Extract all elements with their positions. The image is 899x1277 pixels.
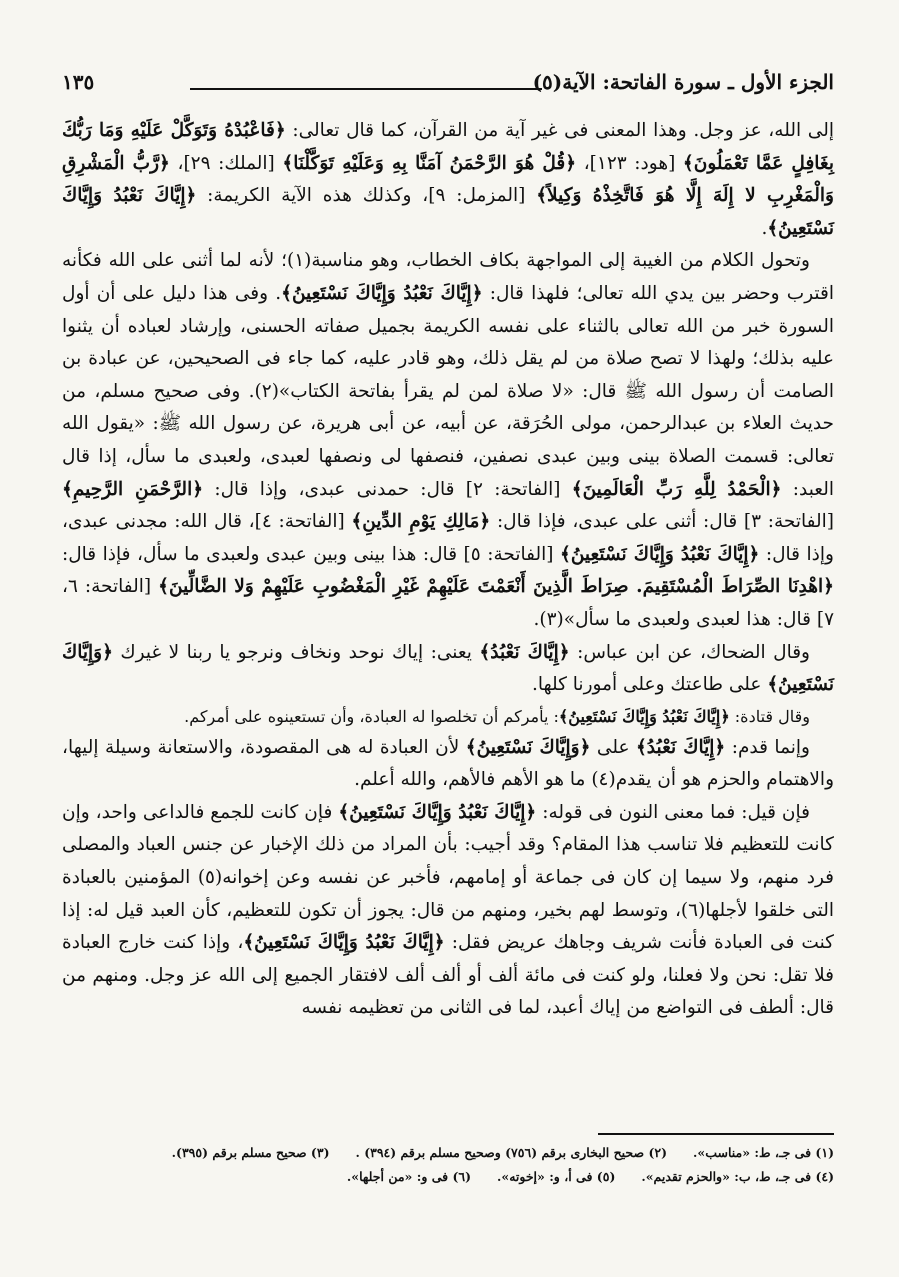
footnote-separator <box>598 1133 834 1135</box>
text-segment: [المزمل: ٩]، وكذلك هذه الآية الكريمة: <box>196 185 537 207</box>
quran-verse: ﴿وَإِيَّاكَ نَسْتَعِينُ﴾ <box>465 736 591 758</box>
body-text <box>62 115 834 1025</box>
footnote-row <box>62 1141 834 1165</box>
text-segment: [الملك: ٢٩]، <box>169 152 283 174</box>
running-title: الجزء الأول ـ سورة الفاتحة: الآية(٥) <box>532 70 834 94</box>
quran-verse: ﴿مَالِكِ يَوْمِ الدِّينِ﴾ <box>351 511 491 533</box>
quran-verse: ﴿اهْدِنَا الصِّرَاطَ الْمُسْتَقِيمَ. صِرَاطَ الَّذِينَ أَنْعَمْتَ عَلَيْهِمْ غَيْرِ الْمَغْضُوبِ عَلَيْهِمْ وَلا الضَّالِّينَ﴾ <box>158 576 835 598</box>
text-segment: . <box>761 217 768 239</box>
footnote: (٣) صحيح مسلم برقم (٣٩٥). <box>171 1145 330 1160</box>
page-header <box>62 66 834 106</box>
text-segment: يعنى: إياك نوحد ونخاف ونرجو يا ربنا لا غيرك <box>112 641 480 663</box>
text-segment: [هود: ١٢٣]، <box>576 152 683 174</box>
quran-verse: ﴿إِيَّاكَ نَعْبُدُ وَإِيَّاكَ نَسْتَعِينُ﴾ <box>559 543 760 565</box>
quran-verse: ﴿إِيَّاكَ نَعْبُدُ وَإِيَّاكَ نَسْتَعِينُ﴾ <box>338 801 537 823</box>
footnote-row <box>62 1165 834 1189</box>
quran-verse: ﴿إِيَّاكَ نَعْبُدُ﴾ <box>635 736 726 758</box>
header-rule <box>190 88 542 90</box>
paragraph-p1 <box>62 115 834 245</box>
text-segment: على طاعتك وعلى أمورنا كلها. <box>531 674 768 696</box>
quran-verse: ﴿إِيَّاكَ نَعْبُدُ وَإِيَّاكَ نَسْتَعِينُ﴾ <box>558 706 730 726</box>
quran-verse: ﴿وَإِيَّاكَ نَسْتَعِينُ﴾ <box>62 641 834 696</box>
text-segment: . وفى هذا دليل على أن أول السورة خبر من الله تعالى بالثناء على نفسه الكريمة بجميل صفاته الحسنى، وإرشاد لعباده أن يثنوا عليه بذلك؛ ولهذا لا تصح صلاة من لم يقل ذلك، وهو قادر عليه، كما جاء فى الصحيحين، عن عبادة بن الصامت أن رسول الله ﷺ قال: «لا صلاة لمن لم يقرأ بفاتحة الكتاب»(٢). وفى صحيح مسلم، من حديث العلاء بن عبدالرحمن، مولى الحُرَقة، عن أبيه، عن أبى هريرة، عن رسول الله ﷺ: «يقول الله تعالى: قسمت الصلاة بينى وبين عبدى نصفين، فنصفها لى ونصفها لعبدى، ولعبدى ما سأل، إذا قال العبد: <box>62 282 835 500</box>
text-segment: [الفاتحة: ٤]، قال الله: مجدنى عبدى، وإذا قال: <box>62 511 834 565</box>
quran-verse: ﴿فَاعْبُدْهُ وَتَوَكَّلْ عَلَيْهِ وَمَا رَبُّكَ بِغَافِلٍ عَمَّا تَعْمَلُونَ﴾ <box>62 120 835 174</box>
text-segment: وقال قتادة: <box>729 706 810 726</box>
text-segment: وقال الضحاك، عن ابن عباس: <box>569 641 810 663</box>
quran-verse: ﴿الْحَمْدُ لِلَّهِ رَبِّ الْعَالَمِينَ﴾ <box>571 478 782 500</box>
footnote: (٢) صحيح البخارى برقم (٧٥٦) وصحيح مسلم برقم (٣٩٤) . <box>355 1145 668 1160</box>
text-segment: [الفاتحة: ٦، ٧] قال: هذا لعبدى ولعبدى ما سأل»(٣). <box>62 576 834 630</box>
text-segment: وإنما قدم: <box>725 736 810 758</box>
paragraph-p2 <box>62 245 834 636</box>
text-segment: [الفاتحة: ٢] قال: حمدنى عبدى، وإذا قال: <box>203 478 572 500</box>
footnote: (١) فى جـ، ط: «مناسب». <box>693 1145 834 1160</box>
footnote: (٥) فى أ، و: «إخوته». <box>497 1169 616 1184</box>
footnote: (٦) فى و: «من أجلها». <box>346 1169 472 1184</box>
footnote: (٤) فى جـ، ط، ب: «والحزم تقديم». <box>641 1169 834 1184</box>
text-segment: إلى الله، عز وجل. وهذا المعنى فى غير آية من القرآن، كما قال تعالى: <box>285 120 834 141</box>
text-segment: لأن العبادة له هى المقصودة، والاستعانة وسيلة إليها، والاهتمام والحزم هو أن يقدم(٤) ما هو الأهم فالأهم، والله أعلم. <box>62 736 834 791</box>
text-segment: وتحول الكلام من الغيبة إلى المواجهة بكاف الخطاب، وهو مناسبة(١)؛ لأنه لما أثنى على الله فكأنه اقترب وحضر بين يدي الله تعالى؛ فلهذا قال: <box>62 250 834 304</box>
text-segment: على <box>590 736 636 758</box>
text-segment: ، وإذا كنت خارج العبادة فلا تقل: نحن ولا فعلنا، ولو كنت فى مائة ألف أو ألف ألف لافتقار الجميع إلى الله عز وجل. ومنهم من قال: ألطف فى التواضع من إياك أعبد، لما فى الثانى من تعظيمه نفسه <box>62 932 834 1019</box>
quran-verse: ﴿قُلْ هُوَ الرَّحْمَنُ آمَنَّا بِهِ وَعَلَيْهِ تَوَكَّلْنَا﴾ <box>282 152 577 174</box>
paragraph-p6 <box>62 797 834 1025</box>
quran-verse: ﴿إِيَّاكَ نَعْبُدُ وَإِيَّاكَ نَسْتَعِينُ﴾ <box>281 282 483 304</box>
quran-verse: ﴿إِيَّاكَ نَعْبُدُ﴾ <box>479 641 570 663</box>
paragraph-p3 <box>62 637 834 702</box>
paragraph-p4 <box>62 702 834 732</box>
text-segment: فإن كانت للجمع فالداعى واحد، وإن كانت للتعظيم فلا تناسب هذا المقام؟ وقد أجيب: بأن المراد من ذلك الإخبار عن جنس العباد والمصلى فرد منهم، ولا سيما إن كان فى جماعة أو إمامهم، فأخبر عن نفسه وعن إخوانه(٥) المؤمنين بالعبادة التى خلقوا لأجلها(٦)، وتوسط لهم بخير، ومنهم من قال: يجوز أن تكون للتعظيم، كأن العبد قيل له: إذا كنت فى العبادة فأنت شريف وجاهك عريض فقل: <box>62 801 834 954</box>
text-segment: [الفاتحة: ٥] قال: هذا بينى وبين عبدى ولعبدى ما سأل، فإذا قال: <box>62 543 560 565</box>
footnotes <box>62 1141 834 1189</box>
text-segment: [الفاتحة: ٣] قال: أثنى على عبدى، فإذا قال: <box>490 511 834 533</box>
quran-verse: ﴿إِيَّاكَ نَعْبُدُ وَإِيَّاكَ نَسْتَعِينُ﴾ <box>62 185 834 239</box>
text-segment: فإن قيل: فما معنى النون فى قوله: <box>536 801 810 823</box>
text-segment: : يأمركم أن تخلصوا له العبادة، وأن تستعينوه على أمركم. <box>184 706 559 726</box>
paragraph-p5 <box>62 732 834 797</box>
quran-verse: ﴿رَّبُّ الْمَشْرِقِ وَالْمَغْرِبِ لا إِلَهَ إِلَّا هُوَ فَاتَّخِذْهُ وَكِيلاً﴾ <box>62 152 834 207</box>
quran-verse: ﴿إِيَّاكَ نَعْبُدُ وَإِيَّاكَ نَسْتَعِينُ﴾ <box>243 932 445 954</box>
page-number: ١٣٥ <box>62 70 95 94</box>
quran-verse: ﴿الرَّحْمَنِ الرَّحِيمِ﴾ <box>62 478 204 500</box>
